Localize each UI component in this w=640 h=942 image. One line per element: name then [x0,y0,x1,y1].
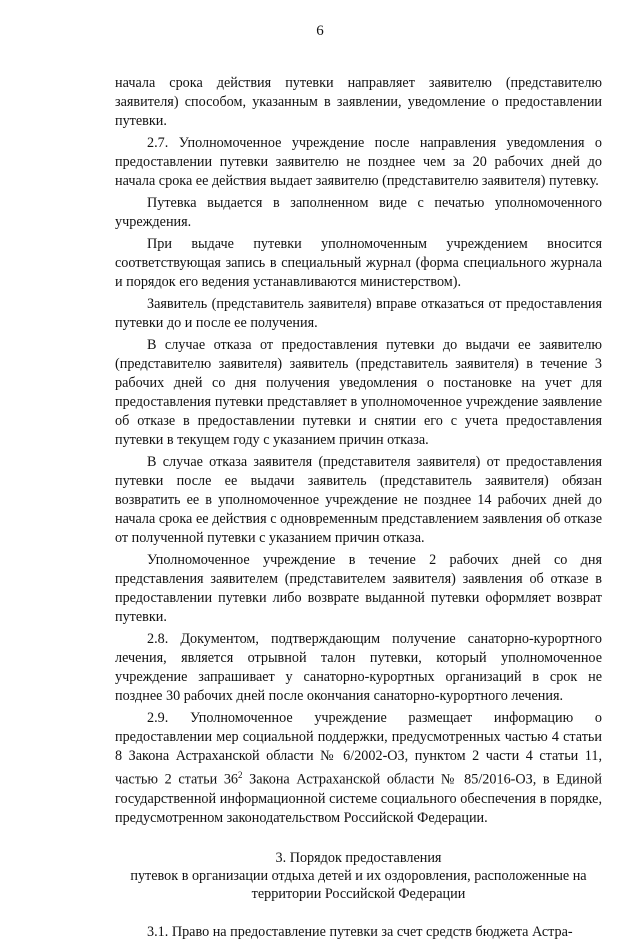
section-title: 3. Порядок предоставления [275,849,442,866]
paragraph-refusal-after-issue: В случае отказа заявителя (представителя заявителя) от предоставления путевки после ее выдачи заявитель (представитель заявителя) обязан возвратить ее в уполномоченное учреждение не позднее 14 рабочих дней до начала срока ее действия с одновременным представлением заявления об отказе от полученной путевки с указанием причин отказа. [115,454,602,546]
section-subtitle: путевок в организации отдыха детей и их оздоровления, расположенные на территории Российской Федерации [130,867,587,902]
paragraph-2-9-part-2: Закона Астраханской области № 85/2016-ОЗ, в Единой государственной информационной системе социального обеспечения в порядке, предусмотренном законодательством Российской Федерации. [115,771,602,826]
paragraph-3-1: 3.1. Право на предоставление путевки за счет средств бюджета Астра- [147,923,573,940]
paragraph-continuation: начала срока действия путевки направляет заявителю (представителю заявителя) способом, указанным в заявлении, уведомление о предоставлении путевки. [115,75,602,129]
paragraph-2-8: 2.8. Документом, подтверждающим получение санаторно-курортного лечения, является отрывной талон путевки, который уполномоченное учреждение запрашивает у санаторно-курортных организаций в срок не позднее 30 рабочих дней после окончания санаторно-курортного лечения. [115,631,602,704]
paragraph-journal-entry: При выдаче путевки уполномоченным учреждением вносится соответствующая запись в специальный журнал (форма специального журнала и порядок его ведения устанавливаются министерством). [115,236,602,290]
page-number: 6 [316,23,324,39]
document-body [115,74,602,942]
section-3-heading [115,849,602,903]
paragraph-2-9 [115,709,602,828]
paragraph-right-to-refuse: Заявитель (представитель заявителя) вправе отказаться от предоставления путевки до и после ее получения. [115,296,602,331]
paragraph-return-processing: Уполномоченное учреждение в течение 2 рабочих дней со дня представления заявителем (представителем заявителя) заявления об отказе в предоставлении путевки либо возврате выданной путевки оформляет возврат путевки. [115,552,602,625]
paragraph-2-7: 2.7. Уполномоченное учреждение после направления уведомления о предоставлении путевки заявителю не позднее чем за 20 рабочих дней до начала срока ее действия выдает заявителю (представителю заявителя) путевку. [115,135,602,189]
paragraph-refusal-before-issue: В случае отказа от предоставления путевки до выдачи ее заявителю (представителю заявителя) заявитель (представитель заявителя) в течение 3 рабочих дней со дня получения уведомления о постановке на учет для предоставления путевки представляет в уполномоченное учреждение заявление об отказе в предоставлении путевки и снятии его с учета предоставления путевки в текущем году с указанием причин отказа. [115,337,602,448]
paragraph-2-9-part-1: 2.9. Уполномоченное учреждение размещает информацию о предоставлении мер социальной поддержки, предусмотренных частью 4 статьи 8 Закона Астраханской области № 6/2002-ОЗ, пунктом 2 части 4 статьи 11, частью 2 статьи 36 [115,710,602,788]
superscript-2: 2 [238,770,243,780]
paragraph-voucher-issued: Путевка выдается в заполненном виде с печатью уполномоченного учреждения. [115,195,602,230]
